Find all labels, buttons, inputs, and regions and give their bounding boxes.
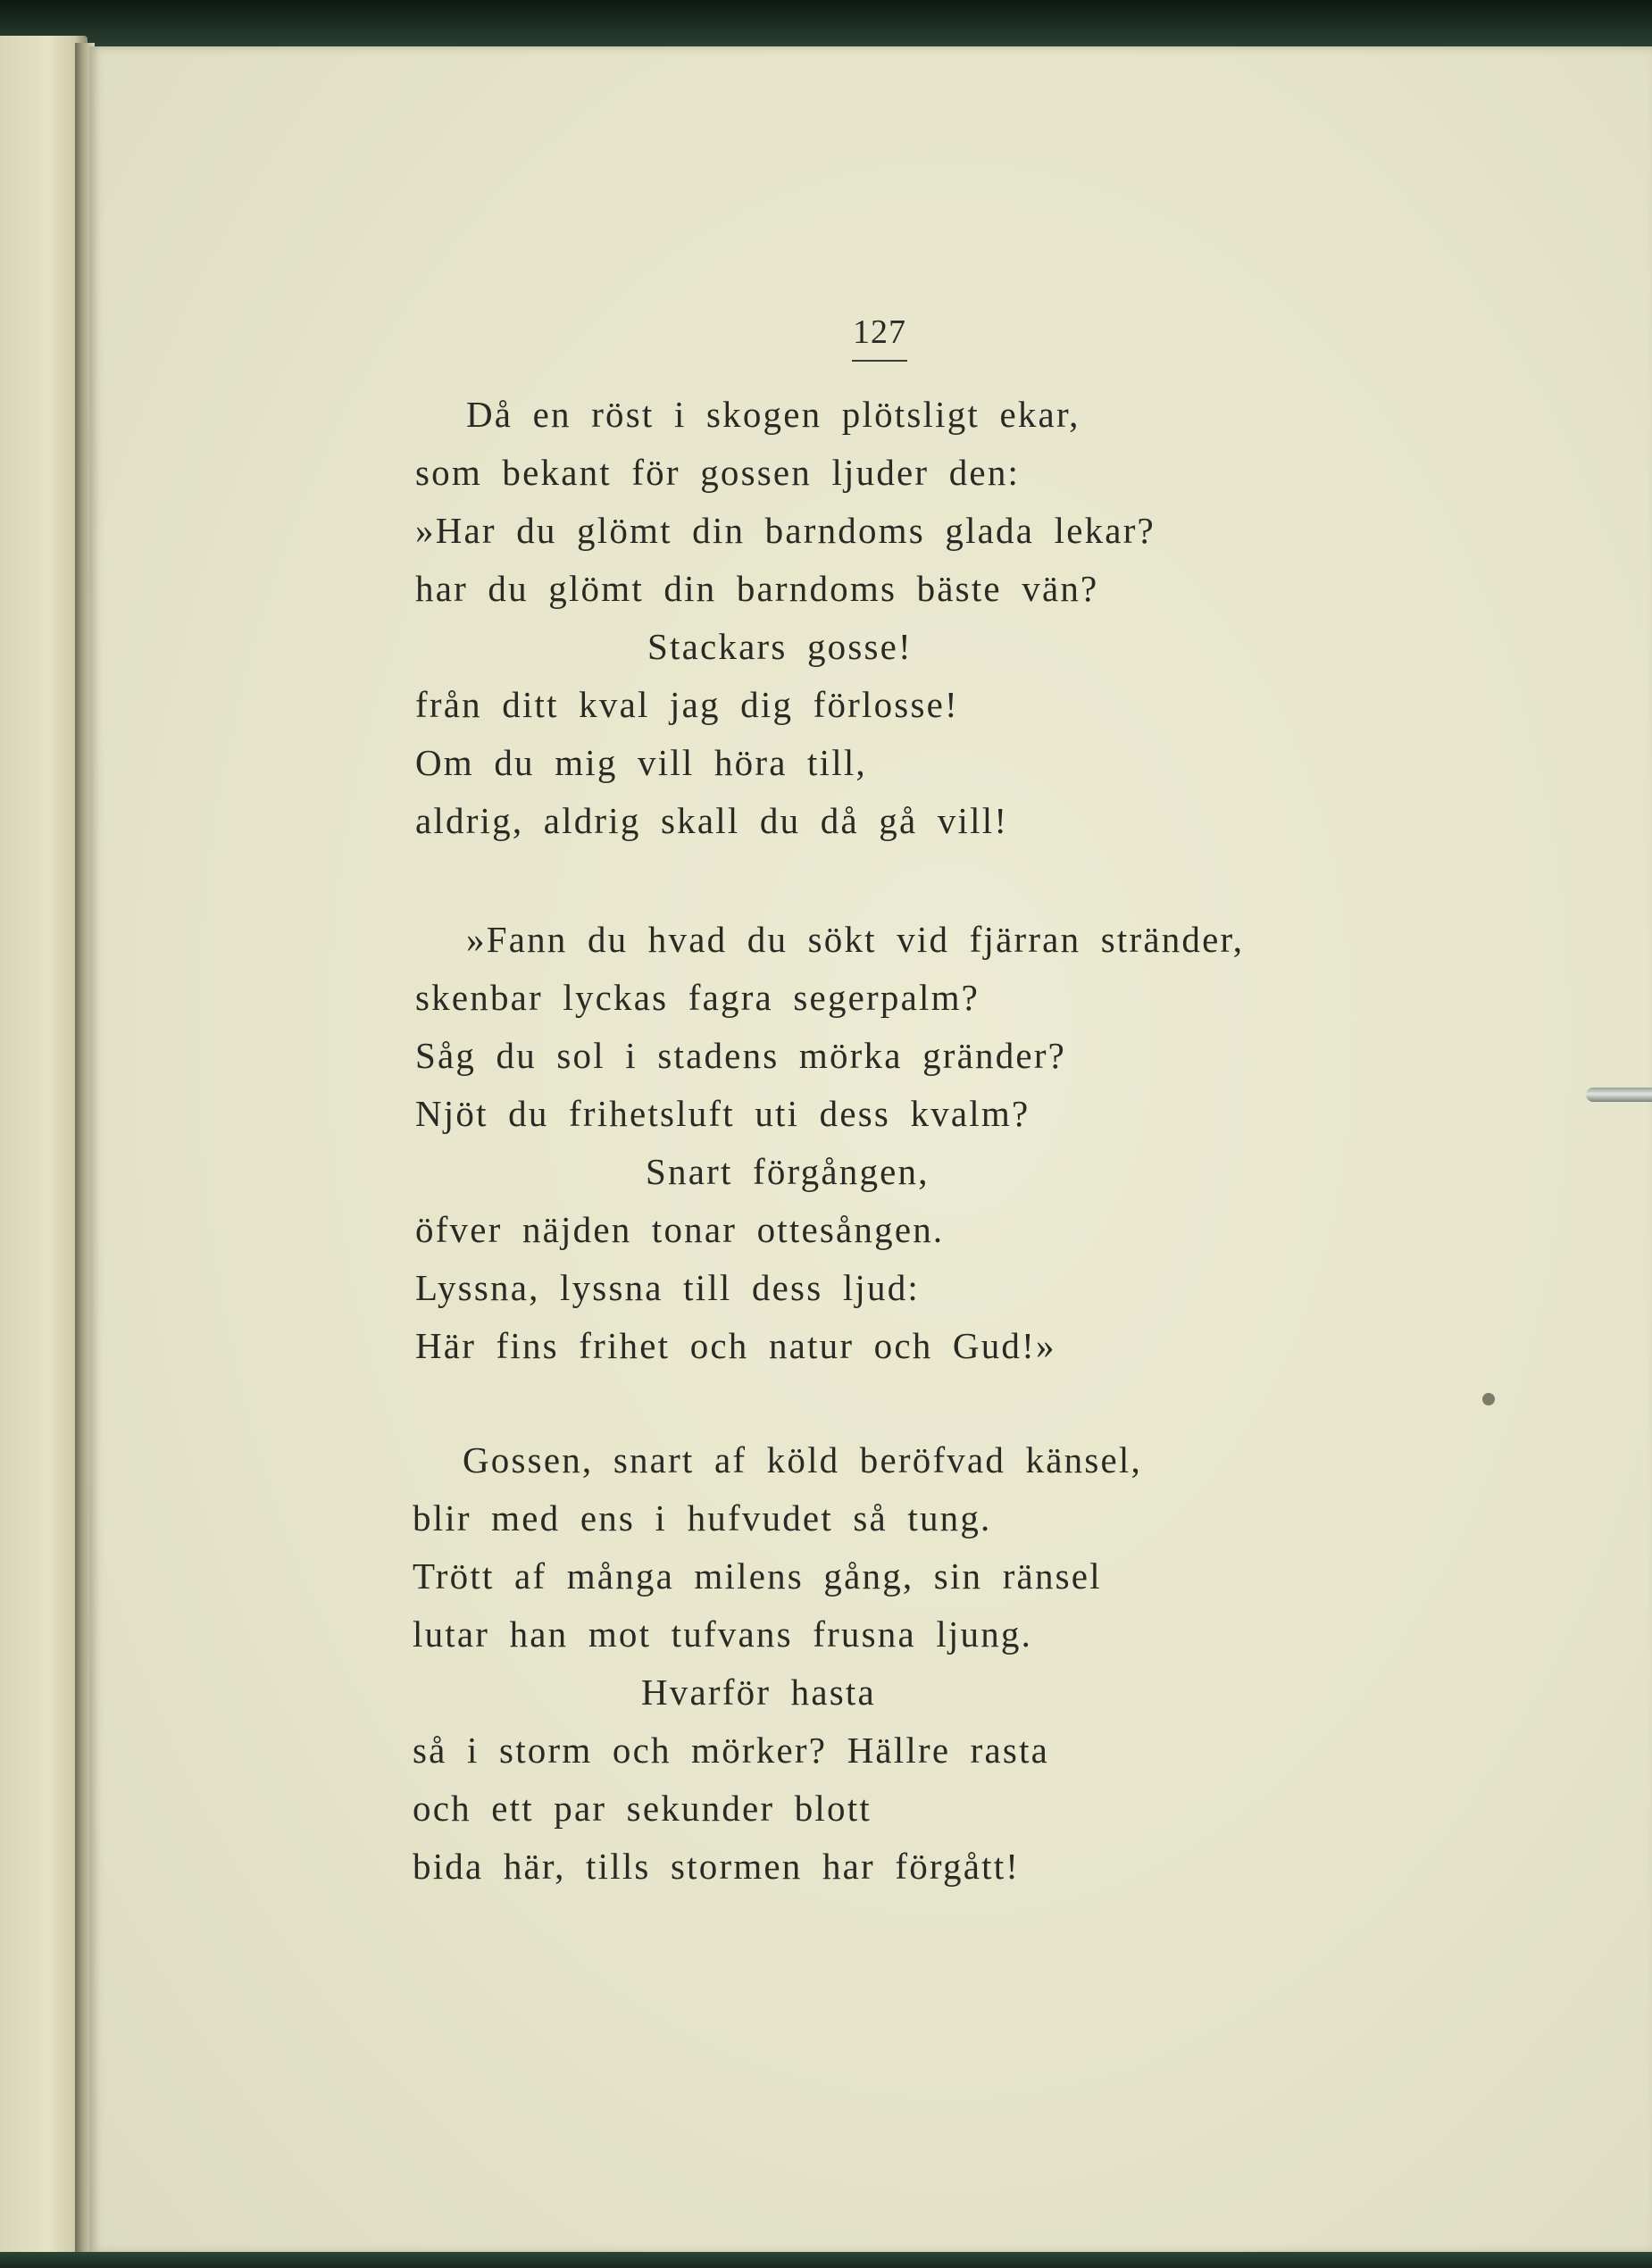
stanza-2-line-3: Såg du sol i stadens mörka gränder? (415, 1035, 1067, 1076)
stanza-2-line-8: Här fins frihet och natur och Gud!» (415, 1325, 1056, 1366)
stanza-3-line-4: lutar han mot tufvans frusna ljung. (413, 1613, 1033, 1655)
stanza-3-line-1: Gossen, snart af köld beröfvad känsel, (463, 1439, 1142, 1480)
stanza-2-line-5: Snart förgången, (646, 1151, 930, 1192)
stanza-3-line-2: blir med ens i hufvudet så tung. (413, 1497, 992, 1538)
stanza-3-line-5: Hvarför hasta (641, 1672, 876, 1713)
page-number: 127 (853, 313, 906, 351)
stanza-2-line-6: öfver näjden tonar ottesången. (415, 1209, 945, 1250)
stanza-3-line-3: Trött af många milens gång, sin ränsel (413, 1555, 1102, 1597)
stanza-3-line-8: bida här, tills stormen har förgått! (413, 1846, 1021, 1887)
stanza-1-line-3: »Har du glömt din barndoms glada lekar? (415, 510, 1156, 551)
book-cover-bottom-edge (0, 2252, 1652, 2268)
stanza-1-line-1: Då en röst i skogen plötsligt ekar, (466, 394, 1080, 435)
stanza-1-line-6: från ditt kval jag dig förlosse! (415, 684, 959, 725)
paper-speck (1482, 1393, 1495, 1405)
stanza-3-line-6: så i storm och mörker? Hällre rasta (413, 1730, 1050, 1771)
stanza-2-line-2: skenbar lyckas fagra segerpalm? (415, 977, 980, 1018)
stanza-2-line-7: Lyssna, lyssna till dess ljud: (415, 1267, 920, 1308)
stanza-1-line-4: har du glömt din barndoms bäste vän? (415, 568, 1099, 609)
stanza-1-line-2: som bekant för gossen ljuder den: (415, 452, 1021, 493)
stanza-3-line-7: och ett par sekunder blott (413, 1788, 872, 1829)
stanza-1-line-8: aldrig, aldrig skall du då gå vill! (415, 800, 1009, 841)
stanza-2-line-1: »Fann du hvad du sökt vid fjärran stränder, (466, 919, 1245, 960)
page-clip (1586, 1088, 1652, 1102)
page-number-rule (852, 360, 907, 362)
stanza-2-line-4: Njöt du frihetsluft uti dess kvalm? (415, 1093, 1030, 1134)
stanza-1-line-5: Stackars gosse! (647, 626, 913, 667)
book-page (89, 46, 1652, 2254)
stanza-1-line-7: Om du mig vill höra till, (415, 742, 867, 783)
